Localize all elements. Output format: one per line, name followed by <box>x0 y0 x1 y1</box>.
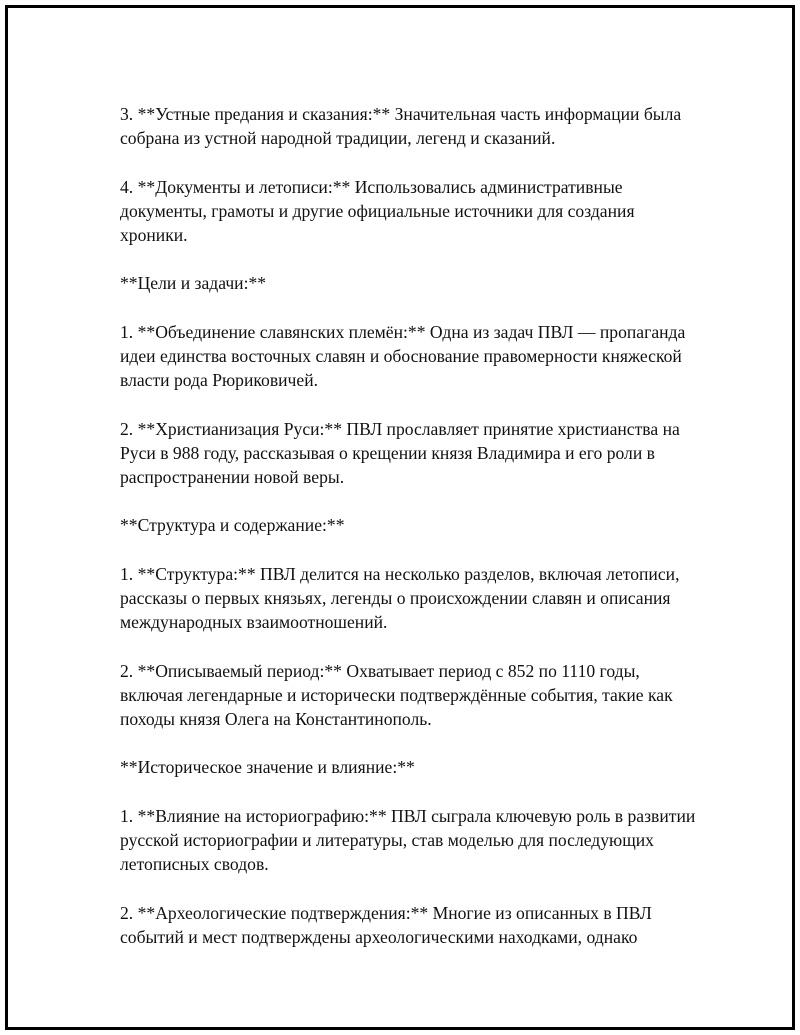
paragraph-christianization: 2. **Христианизация Руси:** ПВЛ прославляет принятие христианства на Руси в 988 году, рассказывая о крещении князя Владимира и его роли в распространении новой веры. <box>120 418 680 487</box>
paragraph-unification: 1. **Объединение славянских племён:** Одна из задач ПВЛ — пропаганда идеи единства восточных славян и обоснование правомерности княжеской власти рода Рюриковичей. <box>120 321 686 391</box>
section-heading-significance: **Историческое значение и влияние:** <box>120 757 415 778</box>
paragraph-oral-traditions: 3. **Устные предания и сказания:** Значительная часть информации была собрана из устной народной традиции, легенд и сказаний. <box>120 104 682 149</box>
paragraph-historiography: 1. **Влияние на историографию:** ПВЛ сыграла ключевую роль в развитии русской историографии и литературы, став моделью для последующих летописных сводов. <box>120 805 696 875</box>
section-heading-goals: **Цели и задачи:** <box>120 273 267 294</box>
paragraph-period: 2. **Описываемый период:** Охватывает период с 852 по 1110 годы, включая легендарные и исторически подтверждённые события, такие как походы князя Олега на Константинополь. <box>120 660 673 729</box>
paragraph-structure: 1. **Структура:** ПВЛ делится на несколько разделов, включая летописи, рассказы о первых князьях, легенды о происхождении славян и описания международных взаимоотношений. <box>120 563 680 633</box>
paragraph-documents-chronicles: 4. **Документы и летописи:** Использовались административные документы, грамоты и другие официальные источники для создания хроники. <box>120 176 635 245</box>
paragraph-archaeology: 2. **Археологические подтверждения:** Многие из описанных в ПВЛ событий и мест подтверждены археологическими находками, однако <box>120 902 652 947</box>
document-page <box>5 5 795 1030</box>
section-heading-structure: **Структура и содержание:** <box>120 515 345 536</box>
document-body <box>120 102 700 973</box>
